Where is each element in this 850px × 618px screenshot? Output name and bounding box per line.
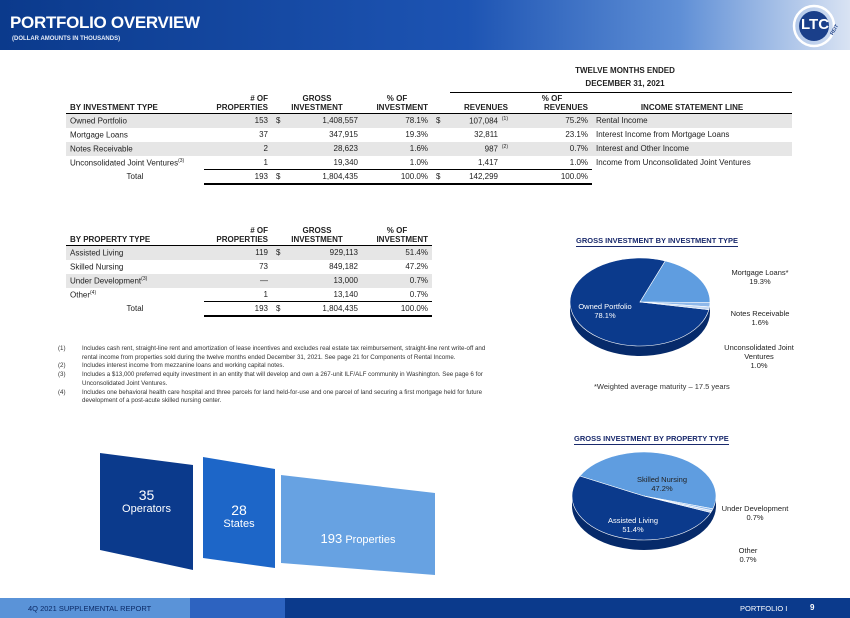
cell-type-footnote: (3) [178, 157, 185, 164]
cell-gross-value: 347,915 [329, 130, 358, 139]
footnote-text: Includes interest income from mezzanine loans and working capital notes. [82, 362, 285, 370]
col-pctrev-line1: % OF [541, 94, 563, 103]
period-line-2: DECEMBER 31, 2021 [585, 79, 665, 88]
chart-investment-type-title: GROSS INVESTMENT BY INVESTMENT TYPE [576, 236, 738, 245]
footnote-text: Includes cash rent, straight-line rent and amortization of lease incentives and excludes real estate tax reimbursement, straight-line rent write-off and rental income from properties sold during the twelve months ended December 31, 2021. See page 21 for Components of Rental Income. [82, 345, 486, 361]
col-revenues: REVENUES [432, 94, 512, 114]
col-properties-2-line2: PROPERTIES [216, 235, 268, 244]
cell-gross [272, 246, 362, 260]
pie2-label-skilled-name: Skilled Nursing [636, 475, 688, 484]
cell-type-footnote: (4) [90, 289, 97, 296]
total-rev-currency: $ [436, 171, 441, 181]
cell-gross-value: 19,340 [333, 157, 358, 167]
cell-gross [272, 114, 362, 128]
col-gross-line1: GROSS [302, 94, 332, 103]
cell-gross-value: 13,140 [333, 289, 358, 299]
pie2-label-skilled [627, 475, 697, 493]
cell-gross [272, 142, 362, 156]
cell-type [66, 274, 204, 288]
cell-properties: 73 [259, 262, 268, 271]
pie2-label-under-dev-value: 0.7% [746, 513, 764, 522]
cell-type [66, 288, 204, 302]
cell-type-text: Skilled Nursing [70, 262, 124, 272]
cell-type-text: Mortgage Loans [70, 130, 128, 140]
operators-stat [100, 488, 193, 516]
cell-gross-currency: $ [276, 248, 281, 258]
operators-count: 35 [138, 487, 155, 503]
pie1-label-ujv-value: 1.0% [750, 361, 768, 370]
states-count: 28 [231, 502, 247, 518]
cell-pct-revenues: 75.2% [512, 114, 592, 128]
cell-pct-revenues: 0.7% [512, 142, 592, 156]
page-subtitle: (DOLLAR AMOUNTS IN THOUSANDS) [12, 36, 121, 42]
cell-pct: 1.6% [362, 142, 432, 156]
cell-type [66, 260, 204, 274]
col-properties [204, 94, 272, 114]
cell-income-statement-line: Interest and Other Income [592, 142, 792, 156]
cell-rev-footnote: (2) [501, 143, 508, 150]
cell-pct: 0.7% [362, 274, 432, 288]
states-stat [203, 503, 275, 531]
cell-type [66, 246, 204, 260]
table-row [66, 156, 792, 170]
pie1-label-owned [570, 302, 640, 320]
total-gross-currency: $ [276, 171, 281, 181]
footnote-text: Includes a $13,000 preferred equity investment in an entity that will develop and own a 267-unit ILF/ALF community in Washington. See page 6 for Unconsolidated Joint Ventures. [82, 371, 483, 387]
pie2-label-assisted-name: Assisted Living [607, 516, 659, 525]
properties-label: Properties [345, 534, 396, 546]
total-revenues [432, 170, 512, 184]
period-line-1: TWELVE MONTHS ENDED [575, 66, 675, 75]
cell-gross-value: 849,182 [329, 262, 358, 271]
total-pct: 100.0% [362, 302, 432, 316]
pie1-label-ujv-name: Unconsolidated Joint Ventures [724, 343, 794, 361]
cell-pct: 0.7% [362, 288, 432, 302]
cell-income-statement-line: Rental Income [592, 114, 792, 128]
table-row [66, 288, 432, 302]
footnote-number: (3) [58, 371, 66, 379]
pie2-label-other [720, 546, 776, 564]
table-row [66, 128, 792, 142]
pie2-label-assisted-value: 51.4% [622, 525, 644, 534]
states-label: States [223, 518, 255, 530]
cell-gross [272, 156, 362, 170]
cell-properties: 2 [204, 142, 272, 156]
cell-gross-value: 929,113 [329, 248, 358, 258]
chart-property-type-title: GROSS INVESTMENT BY PROPERTY TYPE [574, 434, 729, 443]
table-row [66, 246, 432, 260]
cell-type-text: Assisted Living [70, 248, 124, 258]
col-property-type: BY PROPERTY TYPE [66, 226, 204, 246]
cell-type-text: Unconsolidated Joint Ventures [70, 158, 179, 168]
cell-pct: 1.0% [362, 156, 432, 170]
cell-gross-value: 13,000 [333, 276, 358, 285]
pie2-label-assisted [598, 516, 668, 534]
property-type-table [66, 226, 432, 317]
table-row [66, 142, 792, 156]
col-properties-line1: # OF [250, 94, 268, 103]
cell-gross-currency: $ [276, 116, 281, 126]
investment-type-table [66, 94, 792, 185]
cell-type [66, 114, 204, 128]
weighted-average-note: *Weighted average maturity – 17.5 years [594, 382, 730, 391]
pie1-label-owned-value: 78.1% [594, 311, 616, 320]
period-rule [450, 92, 792, 93]
footnote-number: (4) [58, 388, 66, 396]
col-properties-2 [204, 226, 272, 246]
pie2-label-under-dev-name: Under Development [721, 504, 789, 513]
col-gross-2-line2: INVESTMENT [291, 235, 343, 244]
footer-report-title: 4Q 2021 SUPPLEMENTAL REPORT [28, 604, 152, 613]
pie1-label-notes-value: 1.6% [751, 318, 769, 327]
footnote [58, 362, 490, 371]
cell-pct: 19.3% [405, 130, 428, 139]
footnote [58, 389, 490, 406]
cell-type-text: Other [70, 290, 91, 300]
table-total-row [66, 302, 432, 316]
footnote-text: Includes one behavioral health care hospital and three parcels for land held-for-use and one parcel of land securing a first mortgage held for future development of a post-acute skilled nursing center. [82, 388, 483, 405]
cell-gross-value: 28,623 [333, 144, 358, 153]
total-empty [592, 170, 792, 184]
cell-type-text: Under Development [70, 276, 142, 286]
property-type-pie [566, 444, 726, 574]
logo-reit-text: REIT [829, 23, 841, 37]
col-properties-line2: PROPERTIES [216, 103, 268, 112]
pie1-label-owned-name: Owned Portfolio [578, 302, 632, 311]
footer-section: PORTFOLIO I [740, 604, 788, 613]
cell-revenues [432, 128, 512, 142]
cell-type-text: Notes Receivable [70, 144, 133, 154]
pie1-label-mortgage-value: 19.3% [749, 277, 771, 286]
col-income-statement-line: INCOME STATEMENT LINE [592, 94, 792, 114]
cell-pct: 47.2% [405, 262, 428, 271]
cell-gross [272, 274, 362, 288]
total-gross-currency: $ [276, 303, 281, 313]
pie1-label-notes-name: Notes Receivable [730, 309, 790, 318]
cell-pct: 51.4% [362, 246, 432, 260]
cell-type [66, 142, 204, 156]
cell-rev-value: 987 [484, 144, 498, 154]
total-pct: 100.0% [362, 170, 432, 184]
cell-gross-value: 1,408,557 [322, 116, 358, 126]
logo-text: LTC [801, 16, 830, 33]
col-properties-2-line1: # OF [250, 226, 268, 235]
cell-properties: 153 [204, 114, 272, 128]
page-title: PORTFOLIO OVERVIEW [10, 13, 200, 32]
col-pct-revenues [512, 94, 592, 114]
col-pct-2-line2: INVESTMENT [376, 235, 428, 244]
cell-pct: 78.1% [362, 114, 432, 128]
total-gross [272, 170, 362, 184]
table-row [66, 274, 432, 288]
footnote [58, 345, 490, 362]
properties-arrow [281, 475, 435, 575]
cell-gross [272, 288, 362, 302]
pie1-label-mortgage-name: Mortgage Loans* [731, 268, 789, 277]
pie2-label-other-value: 0.7% [739, 555, 757, 564]
page-number: 9 [810, 603, 815, 612]
footnotes [58, 345, 490, 406]
table-total-row [66, 170, 792, 184]
page-footer [0, 598, 850, 618]
pie1-label-mortgage [720, 268, 800, 286]
cell-type [66, 128, 204, 142]
pie1-label-notes [720, 309, 800, 327]
col-pct-investment [362, 94, 432, 114]
cell-properties: 1 [204, 156, 272, 170]
cell-pct-revenues: 1.0% [512, 156, 592, 170]
col-gross-2 [272, 226, 362, 246]
cell-rev-value: 32,811 [474, 130, 498, 139]
pie2-label-other-name: Other [738, 546, 758, 555]
total-label: Total [126, 172, 144, 181]
pie1-label-ujv [714, 343, 804, 370]
operators-label: Operators [122, 503, 171, 515]
cell-income-statement-line: Income from Unconsolidated Joint Ventures [596, 158, 751, 167]
cell-properties: 1 [204, 288, 272, 302]
total-gross-value: 1,804,435 [322, 171, 358, 181]
total-label: Total [126, 304, 144, 313]
pie2-label-under-dev [720, 504, 790, 522]
col-investment-type: BY INVESTMENT TYPE [66, 94, 204, 114]
cell-revenues [432, 156, 512, 170]
cell-type [66, 156, 204, 170]
properties-stat [281, 532, 435, 547]
cell-rev-footnote: (1) [501, 115, 508, 122]
total-properties: 193 [204, 170, 272, 184]
cell-type-footnote: (3) [141, 275, 148, 282]
cell-revenues [432, 142, 512, 156]
cell-gross [272, 128, 362, 142]
properties-count: 193 [320, 531, 343, 546]
total-gross [272, 302, 362, 316]
cell-rev-currency: $ [436, 115, 441, 125]
cell-pct-revenues: 23.1% [565, 130, 588, 139]
col-gross [272, 94, 362, 114]
total-gross-value: 1,804,435 [322, 303, 358, 313]
total-rev-value: 142,299 [469, 171, 498, 181]
page-header [0, 0, 850, 50]
cell-gross [272, 260, 362, 274]
col-pct-2-line1: % OF [386, 226, 408, 235]
cell-properties: — [204, 274, 272, 288]
footnote-number: (1) [58, 345, 66, 352]
cell-rev-value: 1,417 [477, 157, 498, 167]
col-pct-line2: INVESTMENT [376, 103, 428, 112]
footer-band-mid [190, 598, 285, 618]
table-row [66, 260, 432, 274]
col-gross-line2: INVESTMENT [291, 103, 343, 112]
cell-properties: 37 [259, 130, 268, 139]
footnote [58, 371, 490, 388]
cell-income-statement-line: Interest Income from Mortgage Loans [596, 130, 730, 139]
cell-rev-value: 107,084 [469, 116, 498, 126]
footnote-number: (2) [58, 362, 66, 370]
col-pct-line1: % OF [386, 94, 408, 103]
table-row [66, 114, 792, 128]
col-pct-2 [362, 226, 432, 246]
col-gross-2-line1: GROSS [302, 226, 332, 235]
total-pct-revenues: 100.0% [512, 170, 592, 184]
cell-type-text: Owned Portfolio [70, 116, 127, 126]
total-properties: 193 [204, 302, 272, 316]
col-pctrev-line2: REVENUES [543, 103, 588, 112]
period-header [500, 66, 750, 88]
pie2-label-skilled-value: 47.2% [651, 484, 673, 493]
cell-properties: 119 [204, 246, 272, 260]
cell-revenues [432, 114, 512, 128]
